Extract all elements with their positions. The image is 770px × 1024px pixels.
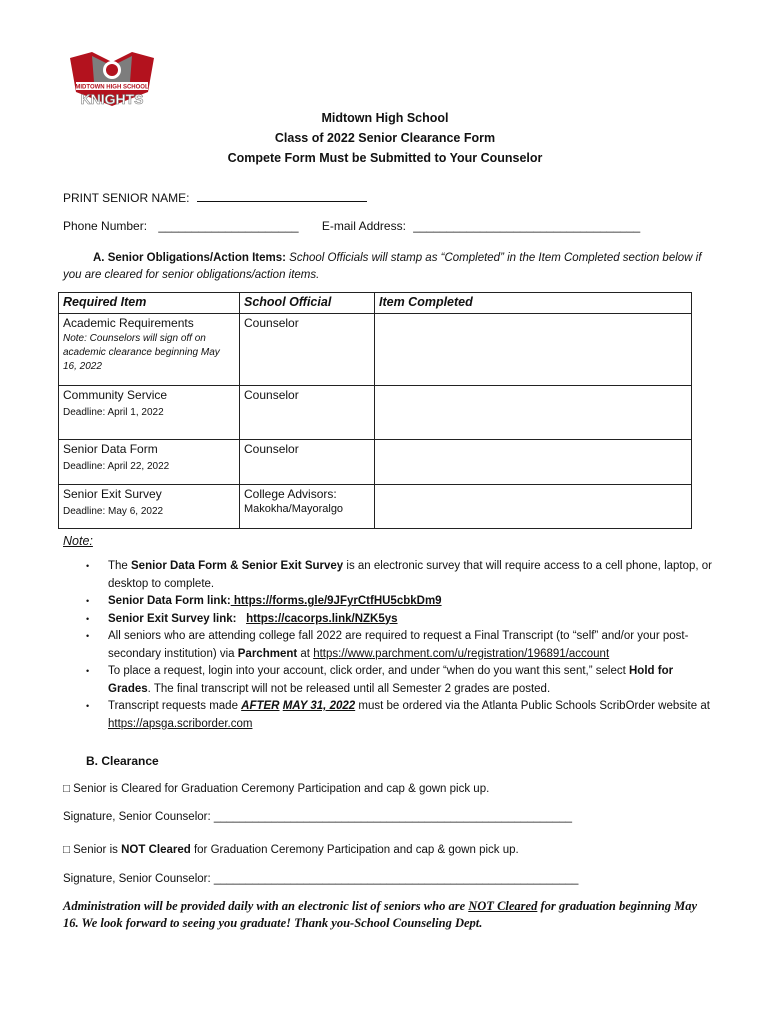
parchment-link[interactable]: https://www.parchment.com/u/registration/196891/account: [313, 647, 610, 660]
senior-name-row: [63, 190, 367, 205]
form-header: [0, 108, 770, 168]
row-completed-cell[interactable]: [375, 485, 692, 529]
notes-list: [86, 558, 716, 733]
form-subtitle: Compete Form Must be Submitted to Your Counselor: [227, 151, 543, 165]
section-a-description: School Officials will stamp as “Completed” in the Item Completed section below if you are cleared for senior obligations/action items.: [63, 252, 702, 281]
list-item: [86, 593, 716, 611]
row-official: Counselor: [240, 386, 375, 440]
signature-line-not-cleared[interactable]: Signature, Senior Counselor: _________________________________________________________: [63, 873, 579, 885]
note-heading: Note:: [63, 534, 93, 548]
contact-row: [63, 219, 640, 233]
row-official: College Advisors:: [244, 487, 337, 501]
header-required-item: Required Item: [59, 293, 240, 314]
requirements-table: [58, 292, 692, 529]
list-item: [86, 611, 716, 629]
row-deadline: Deadline: April 1, 2022: [63, 407, 164, 418]
row-item: Senior Exit Survey: [63, 487, 162, 501]
email-field[interactable]: __________________________________: [413, 219, 641, 233]
list-item: • To place a request, login into your account, click order, and under “when do you want this sent,” select Hold for Grades. The final transcript will not be released until all Semester 2 grades are posted.: [86, 663, 716, 698]
school-logo: [70, 52, 154, 114]
section-a: [63, 250, 713, 284]
row-official: Counselor: [240, 314, 375, 386]
table-row: [59, 386, 692, 440]
table-row: [59, 440, 692, 485]
cleared-checkbox-line[interactable]: □ Senior is Cleared for Graduation Ceremony Participation and cap & gown pick up.: [63, 783, 490, 795]
list-item: • Transcript requests made AFTER MAY 31, 2022 must be ordered via the Atlanta Public Schools ScribOrder website at https://apsga.scriborder.com: [86, 698, 716, 733]
phone-field[interactable]: _____________________: [158, 219, 299, 233]
header-school-official: School Official: [240, 293, 375, 314]
phone-label: Phone Number:: [63, 219, 148, 233]
school-name: Midtown High School: [321, 111, 449, 125]
row-completed-cell[interactable]: [375, 440, 692, 485]
list-item: • All seniors who are attending college fall 2022 are required to request a Final Transcript (to “self” and/or your post-secondary institution) via Parchment at https://www.parchment.com/u/registration/196891/account: [86, 628, 716, 663]
logo-school-text: MIDTOWN HIGH SCHOOL: [75, 84, 149, 91]
data-form-link[interactable]: https://forms.gle/9JFyrCtfHU5cbkDm9: [230, 595, 442, 607]
scriborder-link[interactable]: https://apsga.scriborder.com: [108, 717, 253, 730]
logo-mascot-text: KNIGHTS: [80, 91, 144, 107]
header-item-completed: Item Completed: [375, 293, 692, 314]
senior-name-label: PRINT SENIOR NAME:: [63, 191, 190, 205]
section-a-title: A. Senior Obligations/Action Items:: [93, 252, 286, 264]
table-row: [59, 485, 692, 529]
row-item: Senior Data Form: [63, 442, 158, 456]
table-row: [59, 314, 692, 386]
form-title: Class of 2022 Senior Clearance Form: [274, 131, 496, 145]
row-item: Academic Requirements: [63, 316, 194, 330]
exit-survey-link[interactable]: https://cacorps.link/NZK5ys: [246, 612, 398, 625]
footer-note: Administration will be provided daily with an electronic list of seniors who are NOT Cleared for graduation beginning May 16. We look forward to seeing you graduate! Thank you-School Counseling Dept.: [63, 899, 698, 930]
row-completed-cell[interactable]: [375, 314, 692, 386]
table-header-row: [59, 293, 692, 314]
row-deadline: Deadline: April 22, 2022: [63, 461, 170, 472]
email-label: E-mail Address:: [321, 219, 406, 233]
list-item: • The Senior Data Form & Senior Exit Survey is an electronic survey that will require access to a cell phone, laptop, or desktop to complete.: [86, 558, 716, 593]
row-item: Community Service: [63, 388, 168, 402]
not-cleared-checkbox-line[interactable]: □ Senior is NOT Cleared for Graduation Ceremony Participation and cap & gown pick up.: [63, 844, 519, 856]
data-form-link-label: Senior Data Form link:: [108, 595, 231, 607]
senior-name-field[interactable]: [197, 190, 367, 202]
signature-line-cleared[interactable]: Signature, Senior Counselor: ________________________________________________________: [63, 811, 573, 823]
section-b-title: B. Clearance: [86, 754, 159, 768]
row-note: Note: Counselors will sign off on academic clearance beginning May 16, 2022: [63, 333, 220, 372]
row-official: Counselor: [240, 440, 375, 485]
row-deadline: Deadline: May 6, 2022: [63, 506, 164, 517]
exit-survey-link-label: Senior Exit Survey link:: [108, 612, 237, 625]
row-official-names: Makokha/Mayoralgo: [244, 503, 344, 515]
row-completed-cell[interactable]: [375, 386, 692, 440]
